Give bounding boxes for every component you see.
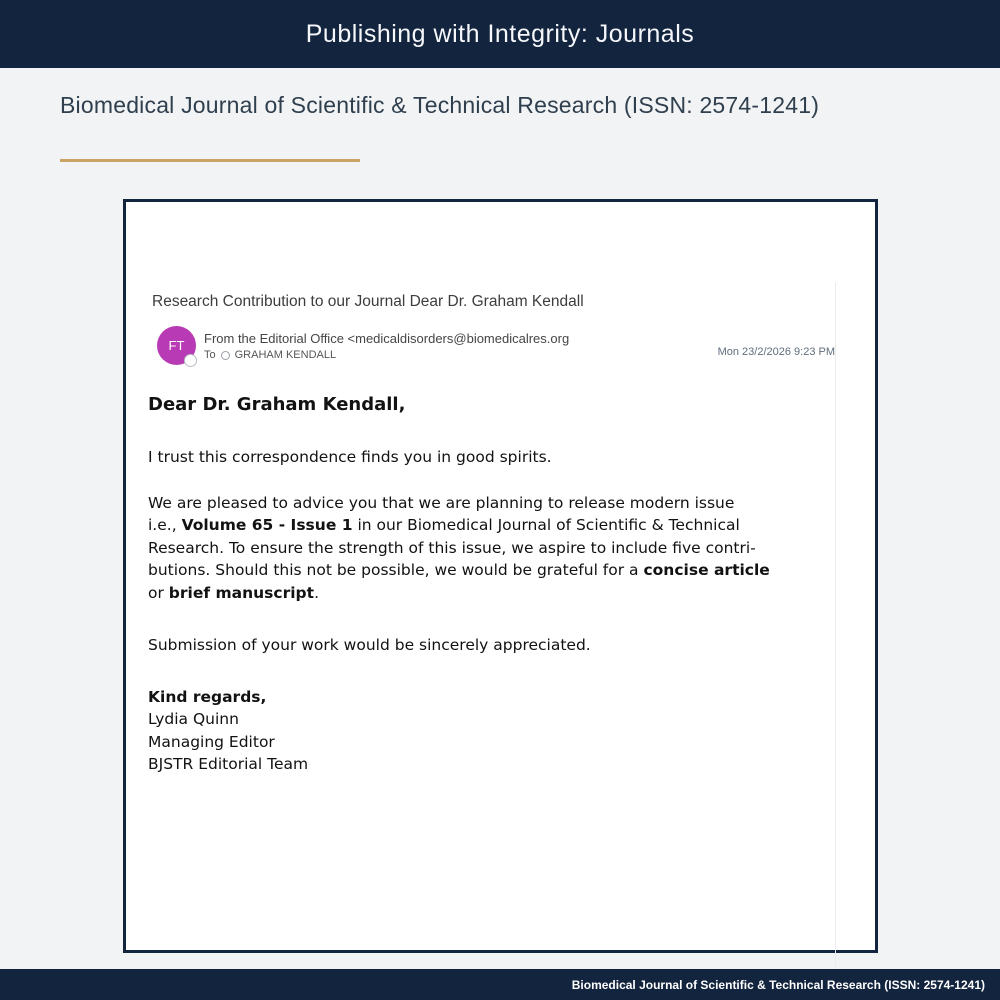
email-paragraph-3: Submission of your work would be sincerely appreciated.: [148, 636, 591, 654]
email-from[interactable]: From the Editorial Office <medicaldisorders@biomedicalres.org: [204, 331, 570, 346]
footer-journal-title: Biomedical Journal of Scientific & Technical Research (ISSN: 2574-1241): [571, 977, 985, 992]
presence-badge-icon: [184, 354, 197, 367]
email-signature: Kind regards, Lydia Quinn Managing Editor BJSTR Editorial Team: [148, 687, 309, 773]
avatar-initials: FT: [168, 338, 185, 353]
to-recipient-name: GRAHAM KENDALL: [234, 349, 337, 361]
email-date: Mon 23/2/2026 9:23 PM: [717, 346, 835, 358]
email-paragraph-1: I trust this correspondence finds you in good spirits.: [148, 448, 552, 466]
email-subject: Research Contribution to our Journal Dear Dr. Graham Kendall: [152, 293, 584, 310]
email-to[interactable]: [204, 349, 336, 361]
journal-title: Biomedical Journal of Scientific & Technical Research (ISSN: 2574-1241): [60, 92, 820, 118]
page-footer: [0, 969, 1000, 1000]
email-greeting: Dear Dr. Graham Kendall,: [148, 394, 406, 415]
to-label: To: [204, 349, 216, 361]
email-paragraph-2: We are pleased to advice you that we are planning to release modern issue i.e., Volume 65 - Issue 1 in our Biomedical Journal of Scientific & Technical Research. To ensure the strength of this issue, we aspire to include five contri- butions. Should this not be possible, we would be grateful for a concise article or brief manuscript.: [148, 493, 770, 602]
email-body: [148, 394, 840, 776]
contact-ring-icon: [221, 351, 230, 360]
gold-divider: [60, 159, 360, 162]
page-title: Publishing with Integrity: Journals: [305, 19, 695, 48]
page-header: [0, 0, 1000, 68]
email-card: [123, 199, 878, 953]
